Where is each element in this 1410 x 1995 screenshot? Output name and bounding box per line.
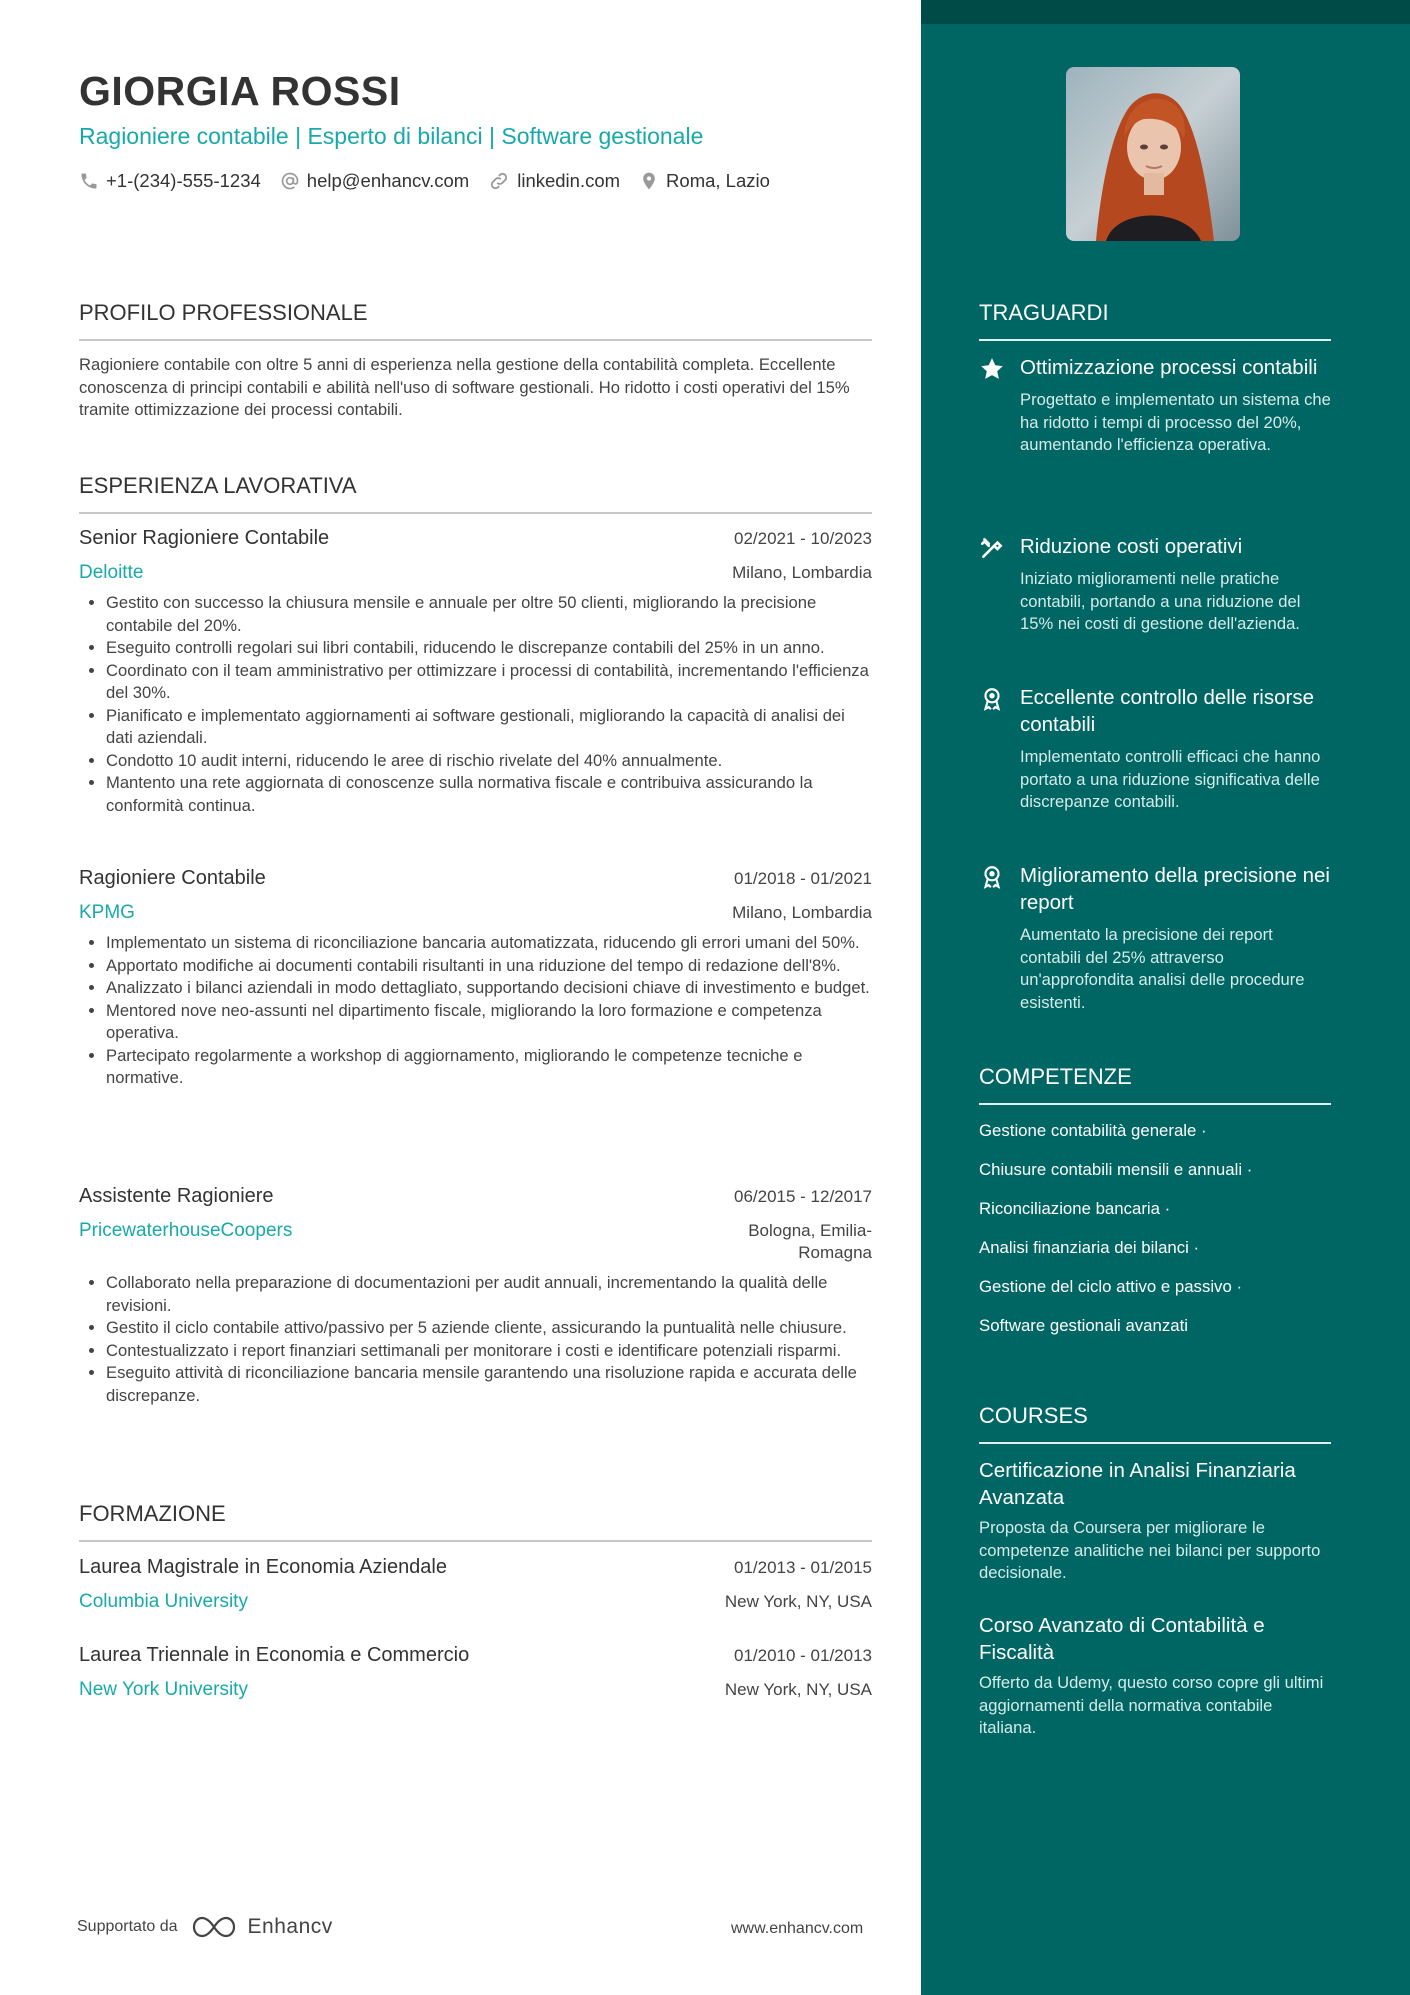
contact-location-text: Roma, Lazio xyxy=(666,170,770,191)
job-entry-2 xyxy=(79,867,872,1090)
education-entry-1 xyxy=(79,1556,872,1613)
location-icon xyxy=(639,170,659,192)
job-bullet: • Partecipato regolarmente a workshop di aggiornamento, migliorando le competenze tecniche e normative. xyxy=(106,1045,872,1090)
link-icon xyxy=(488,170,510,192)
section-title-achievements: TRAGUARDI xyxy=(979,300,1331,341)
job-location-line1: Bologna, Emilia- xyxy=(748,1221,872,1240)
footer-website[interactable]: www.enhancv.com xyxy=(731,1920,864,1937)
job-bullets xyxy=(79,592,872,817)
job-title: Ragioniere Contabile xyxy=(79,867,266,889)
profile-photo xyxy=(1066,67,1240,241)
achievement-title: Riduzione costi operativi xyxy=(1020,535,1243,558)
job-location: Milano, Lombardia xyxy=(732,903,872,922)
education-school: Columbia University xyxy=(79,1591,248,1612)
job-company: PricewaterhouseCoopers xyxy=(79,1220,293,1241)
footer-brand: Enhancv xyxy=(247,1915,333,1938)
contact-email-text: help@enhancv.com xyxy=(306,170,470,191)
achievement-desc: Aumentato la precisione dei report contabili del 25% attraverso un'approfondita analisi delle procedure esistenti. xyxy=(1020,925,1305,1012)
star-icon xyxy=(979,356,1005,382)
job-title: Senior Ragioniere Contabile xyxy=(79,527,330,549)
section-title-profile: PROFILO PROFESSIONALE xyxy=(79,300,872,341)
achievement-item-3 xyxy=(979,684,1331,814)
contact-linkedin[interactable] xyxy=(488,170,620,192)
at-icon xyxy=(280,171,300,191)
job-bullet: • Gestito il ciclo contabile attivo/passivo per 5 aziende cliente, assicurando la puntualità nelle chiusure. xyxy=(106,1317,872,1340)
job-entry-1 xyxy=(79,527,872,817)
contact-bar xyxy=(79,170,789,192)
job-bullet: • Eseguito attività di riconciliazione bancaria mensile garantendo una risoluzione rapida e accurata delle discrepanze. xyxy=(106,1362,872,1407)
job-bullets xyxy=(79,1272,872,1407)
section-title-skills: COMPETENZE xyxy=(979,1064,1331,1105)
education-school: New York University xyxy=(79,1679,248,1700)
achievement-item-1 xyxy=(979,354,1331,457)
job-bullet: • Apportato modifiche ai documenti contabili risultanti in una riduzione del tempo di redazione dell'8%. xyxy=(106,955,872,978)
job-bullet: • Gestito con successo la chiusura mensile e annuale per oltre 50 clienti, migliorando la precisione contabile del 20%. xyxy=(106,592,872,637)
award-icon xyxy=(979,864,1005,890)
job-bullet: • Analizzato i bilanci aziendali in modo dettagliato, supportando decisioni chiave di investimento e budget. xyxy=(106,977,872,1000)
job-bullet: • Pianificato e implementato aggiornamenti ai software gestionali, migliorando la capacità di analisi dei dati aziendali. xyxy=(106,705,872,750)
job-bullet: • Mantento una rete aggiornata di conoscenze sulla normativa fiscale e contribuiva assicurando la conformità continua. xyxy=(106,772,872,817)
education-location: New York, NY, USA xyxy=(724,1680,872,1699)
job-bullet: • Eseguito controlli regolari sui libri contabili, riducendo le discrepanze contabili del 25% in un anno. xyxy=(106,637,872,660)
job-location xyxy=(748,1220,872,1264)
job-title: Assistente Ragioniere xyxy=(79,1185,274,1207)
award-icon xyxy=(979,686,1005,712)
job-location: Milano, Lombardia xyxy=(732,563,872,582)
portrait-image xyxy=(1066,67,1240,241)
contact-phone[interactable] xyxy=(79,170,261,192)
footer-powered-by xyxy=(77,1914,333,1940)
footer-powered-text: Supportato da xyxy=(77,1918,178,1935)
skill-item: Gestione del ciclo attivo e passivo · xyxy=(979,1277,1243,1296)
job-date: 02/2021 - 10/2023 xyxy=(733,529,872,548)
achievement-item-4 xyxy=(979,862,1331,1014)
education-degree: Laurea Triennale in Economia e Commercio xyxy=(79,1644,470,1666)
achievement-title: Miglioramento della precisione nei report xyxy=(1020,864,1330,914)
phone-icon xyxy=(79,171,99,191)
section-title-courses: COURSES xyxy=(979,1403,1331,1444)
achievement-title: Ottimizzazione processi contabili xyxy=(1020,356,1318,379)
skill-item: Analisi finanziaria dei bilanci · xyxy=(979,1238,1200,1257)
candidate-name: GIORGIA ROSSI xyxy=(79,68,401,114)
job-date: 01/2018 - 01/2021 xyxy=(733,869,872,888)
job-bullet: • Coordinato con il team amministrativo per ottimizzare i processi di contabilità, incrementando l'efficienza del 30%. xyxy=(106,660,872,705)
education-date: 01/2013 - 01/2015 xyxy=(733,1558,872,1577)
tools-icon xyxy=(979,535,1005,561)
sidebar-top-band xyxy=(921,0,1410,24)
job-company: Deloitte xyxy=(79,562,144,583)
job-bullet: • Contestualizzato i report finanziari settimanali per monitorare i costi e identificare potenziali risparmi. xyxy=(106,1340,872,1363)
course-title: Corso Avanzato di Contabilità e Fiscalità xyxy=(979,1614,1265,1664)
course-desc: Offerto da Udemy, questo corso copre gli ultimi aggiornamenti della normativa contabile italiana. xyxy=(979,1673,1324,1737)
achievement-desc: Iniziato miglioramenti nelle pratiche contabili, portando a una riduzione del 15% nei costi di gestione dell'azienda. xyxy=(1020,569,1301,633)
achievement-desc: Implementato controlli efficaci che hanno portato a una riduzione significativa delle discrepanze contabili. xyxy=(1020,747,1321,811)
skill-item: Gestione contabilità generale · xyxy=(979,1121,1207,1140)
job-bullet: • Mentored nove neo-assunti nel dipartimento fiscale, migliorando la loro formazione e competenza operativa. xyxy=(106,1000,872,1045)
course-title: Certificazione in Analisi Finanziaria Avanzata xyxy=(979,1459,1296,1509)
achievement-desc: Progettato e implementato un sistema che ha ridotto i tempi di processo del 20%, aumentando l'efficienza operativa. xyxy=(1020,390,1331,454)
candidate-subtitle: Ragioniere contabile | Esperto di bilanci | Software gestionale xyxy=(79,123,704,149)
course-item-1 xyxy=(979,1457,1331,1585)
enhancv-logo-icon xyxy=(190,1914,238,1940)
education-location: New York, NY, USA xyxy=(724,1592,872,1611)
profile-summary: Ragioniere contabile con oltre 5 anni di esperienza nella gestione della contabilità completa. Eccellente conoscenza di principi contabili e abilità nell'uso di software gestionali. Ho ridotto i costi operativi del 15% tramite ottimizzazione dei processi contabili. xyxy=(79,355,850,419)
education-date: 01/2010 - 01/2013 xyxy=(733,1646,872,1665)
section-title-experience: ESPERIENZA LAVORATIVA xyxy=(79,473,872,514)
section-title-education: FORMAZIONE xyxy=(79,1501,872,1542)
job-entry-3 xyxy=(79,1185,872,1407)
job-bullet: • Implementato un sistema di riconciliazione bancaria automatizzata, riducendo gli errori umani del 50%. xyxy=(106,932,872,955)
contact-location xyxy=(639,170,770,192)
education-degree: Laurea Magistrale in Economia Aziendale xyxy=(79,1556,447,1578)
achievement-title: Eccellente controllo delle risorse contabili xyxy=(1020,686,1314,736)
course-item-2 xyxy=(979,1612,1331,1740)
job-date: 06/2015 - 12/2017 xyxy=(733,1187,872,1206)
job-bullet: • Collaborato nella preparazione di documentazioni per audit annuali, incrementando la qualità delle revisioni. xyxy=(106,1272,872,1317)
education-entry-2 xyxy=(79,1644,872,1701)
job-bullets xyxy=(79,932,872,1090)
achievement-item-2 xyxy=(979,533,1331,636)
contact-email[interactable] xyxy=(280,170,469,192)
course-desc: Proposta da Coursera per migliorare le competenze analitiche nei bilanci per supporto decisionale. xyxy=(979,1518,1321,1582)
skill-item: Software gestionali avanzati xyxy=(979,1316,1188,1335)
contact-linkedin-text: linkedin.com xyxy=(517,170,621,191)
skill-item: Riconciliazione bancaria · xyxy=(979,1199,1171,1218)
job-company: KPMG xyxy=(79,902,135,923)
skill-item: Chiusure contabili mensili e annuali · xyxy=(979,1160,1253,1179)
contact-phone-text: +1-(234)-555-1234 xyxy=(106,170,261,191)
job-location-line2: Romagna xyxy=(798,1243,872,1262)
job-bullet: • Condotto 10 audit interni, riducendo le aree di rischio rivelate del 40% annualmente. xyxy=(106,750,872,773)
